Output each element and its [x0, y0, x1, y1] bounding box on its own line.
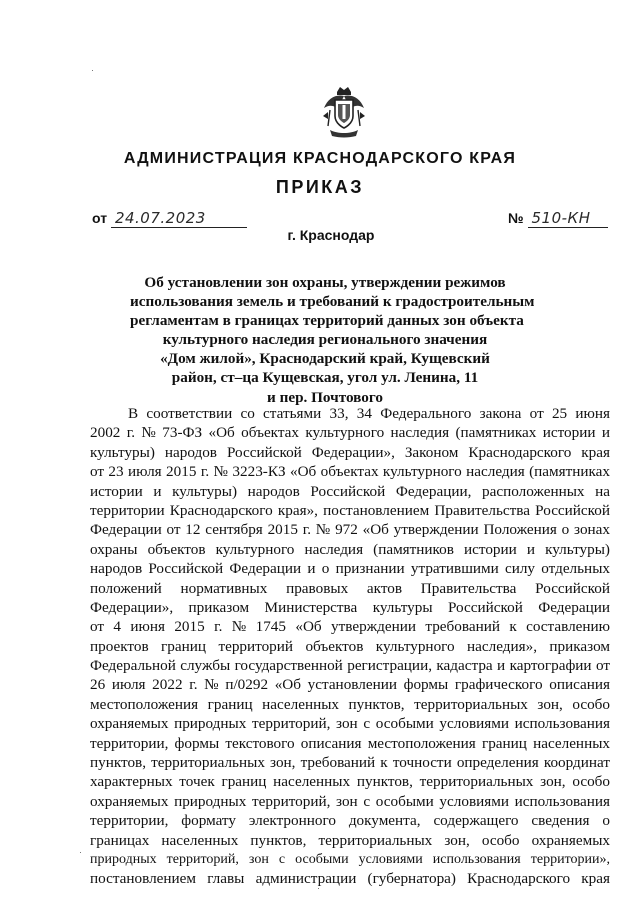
body-line: культуры) народов Российской Федерации», Законом Краснодарского края — [90, 443, 610, 461]
scan-artifact — [92, 70, 93, 71]
body-line: пунктов, территориальных зон, требований к точности определения координат — [90, 754, 610, 772]
coat-of-arms-icon — [322, 86, 366, 138]
scan-artifact — [80, 852, 81, 853]
subject-line: культурного наследия регионального значения — [162, 331, 488, 349]
scan-artifact — [318, 888, 319, 889]
body-line: территории, формы текстового описания местоположения границ населенных — [90, 734, 610, 752]
date-value: 24.07.2023 — [111, 209, 247, 228]
body-line: от 23 июля 2015 г. № 3223-КЗ «Об объектах культурного наследия (памятниках — [90, 463, 610, 481]
body-line: постановлением главы администрации (губернатора) Краснодарского края — [90, 870, 610, 888]
date-line — [92, 209, 247, 228]
subject-line: район, ст–ца Кущевская, угол ул. Ленина, 11 — [171, 369, 479, 387]
city-name: г. Краснодар — [287, 227, 375, 243]
body-line: народов Российской Федерации и о признании утратившими силу отдельных — [90, 560, 610, 578]
body-line: охраны объектов культурного наследия (памятников истории и культуры) — [90, 540, 610, 558]
date-prefix: от — [92, 210, 108, 226]
body-line: характерных точек границ населенных пунктов, территориальных зон, особо — [90, 773, 610, 791]
subject-line: Об установлении зон охраны, утверждении режимов — [144, 274, 506, 291]
document-subject — [130, 273, 535, 407]
body-line: территории Краснодарского края», постановлением Правительства Российской — [90, 501, 610, 519]
subject-line: «Дом жилой», Краснодарский край, Кущевский — [160, 350, 490, 368]
number-value: 510-КН — [528, 209, 608, 228]
body-line: охраняемых природных территорий, зон с особыми условиями использования — [90, 792, 610, 810]
body-line: Федеральной службы государственной регистрации, кадастра и картографии от — [90, 657, 610, 675]
body-line: истории и культуры) народов Российской Федерации, расположенных на — [90, 482, 610, 500]
body-line: Федерации от 12 сентября 2015 г. № 972 «Об утверждении Положения о зонах — [90, 521, 610, 539]
document-body — [90, 404, 610, 889]
number-prefix: № — [508, 210, 524, 226]
body-line: охраняемых природных территорий, зон с особыми условиями использования — [90, 715, 610, 733]
subject-line: регламентам в границах территорий данных зон объекта — [130, 312, 524, 330]
body-line: территории, формату электронного документа, содержащего сведения о — [90, 812, 610, 830]
body-line: 26 июля 2022 г. № п/0292 «Об установлении формы графического описания — [90, 676, 610, 694]
body-line: природных территорий, зон с особыми условиями использования территории», — [90, 851, 610, 867]
body-line: проектов границ территорий объектов культурного наследия», приказом — [90, 637, 610, 655]
organization-title: АДМИНИСТРАЦИЯ КРАСНОДАРСКОГО КРАЯ — [123, 150, 517, 167]
body-line: границах населенных пунктов, территориальных зон, особо охраняемых — [90, 831, 610, 849]
body-line: В соответствии со статьями 33, 34 Федерального закона от 25 июня — [128, 405, 610, 422]
subject-line: и пер. Почтового — [267, 388, 383, 406]
document-type: ПРИКАЗ — [275, 177, 365, 197]
subject-line: использования земель и требований к градостроительным — [130, 293, 535, 311]
body-line: от 4 июня 2015 г. № 1745 «Об утверждении требований к составлению — [90, 618, 610, 636]
body-line: местоположения границ населенных пунктов, территориальных зон, особо — [90, 695, 610, 713]
body-line: 2002 г. № 73-ФЗ «Об объектах культурного наследия (памятниках истории и — [90, 424, 610, 442]
number-line — [508, 209, 608, 228]
body-line: Федерации», приказом Министерства культуры Российской Федерации — [90, 598, 610, 616]
body-line: положений нормативных правовых актов Правительства Российской — [90, 579, 610, 597]
